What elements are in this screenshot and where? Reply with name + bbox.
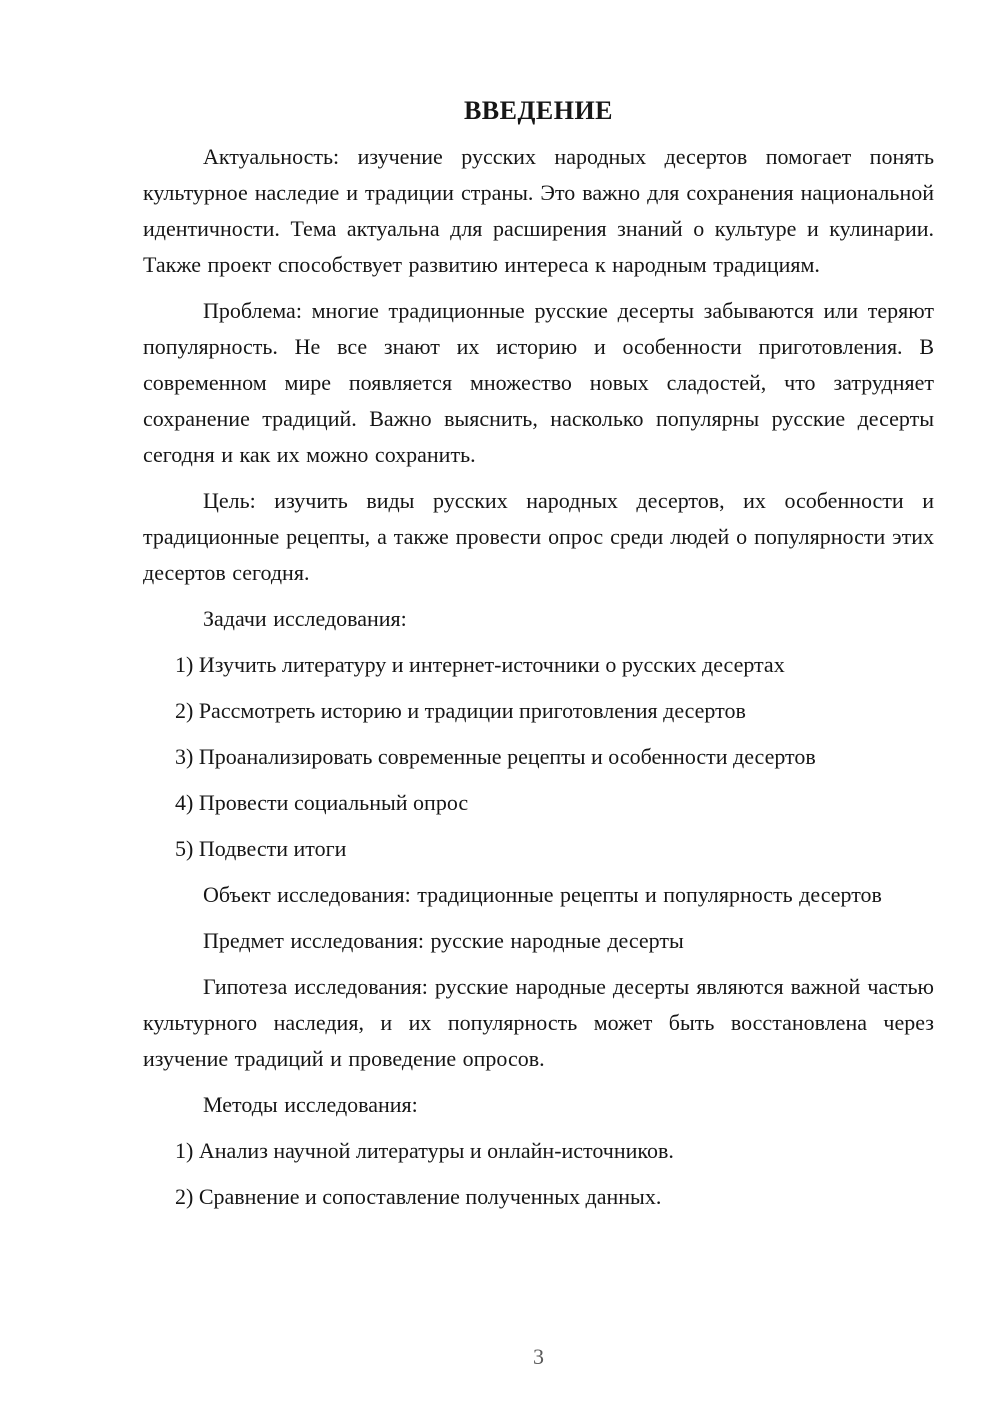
method-list-item-1: 1) Анализ научной литературы и онлайн-источников. (175, 1138, 674, 1163)
task-list-item-5: 5) Подвести итоги (175, 836, 347, 861)
task-list-item-4: 4) Провести социальный опрос (175, 790, 469, 815)
paragraph-methods-heading: Методы исследования: (203, 1092, 418, 1117)
task-list-item-2: 2) Рассмотреть историю и традиции приготовления десертов (175, 698, 746, 723)
page-number: 3 (533, 1344, 544, 1369)
page-title: ВВЕДЕНИЕ (463, 96, 614, 125)
task-list-item-3: 3) Проанализировать современные рецепты и особенности десертов (175, 744, 816, 769)
paragraph-object: Объект исследования: традиционные рецепты и популярность десертов (203, 882, 882, 907)
paragraph-problem: Проблема: многие традиционные русские десерты забываются или теряют популярность. Не все знают их историю и особенности приготовления. В современном мире появляется множество новых сладостей, что затрудняет сохранение традиций. Важно выяснить, насколько популярны русские десерты сегодня и как их можно сохранить. (143, 298, 934, 467)
paragraph-tasks-heading: Задачи исследования: (203, 606, 407, 631)
paragraph-subject: Предмет исследования: русские народные десерты (203, 928, 684, 953)
task-list-item-1: 1) Изучить литературу и интернет-источники о русских десертах (175, 652, 785, 677)
paragraph-goal: Цель: изучить виды русских народных десертов, их особенности и традиционные рецепты, а также провести опрос среди людей о популярности этих десертов сегодня. (143, 488, 934, 585)
paragraph-hypothesis: Гипотеза исследования: русские народные десерты являются важной частью культурного наследия, и их популярность может быть восстановлена через изучение традиций и проведение опросов. (143, 974, 934, 1071)
method-list-item-2: 2) Сравнение и сопоставление полученных данных. (175, 1184, 662, 1209)
paragraph-relevance: Актуальность: изучение русских народных десертов помогает понять культурное наследие и традиции страны. Это важно для сохранения национальной идентичности. Тема актуальна для расширения знаний о культуре и кулинарии. Также проект способствует развитию интереса к народным традициям. (143, 144, 934, 277)
